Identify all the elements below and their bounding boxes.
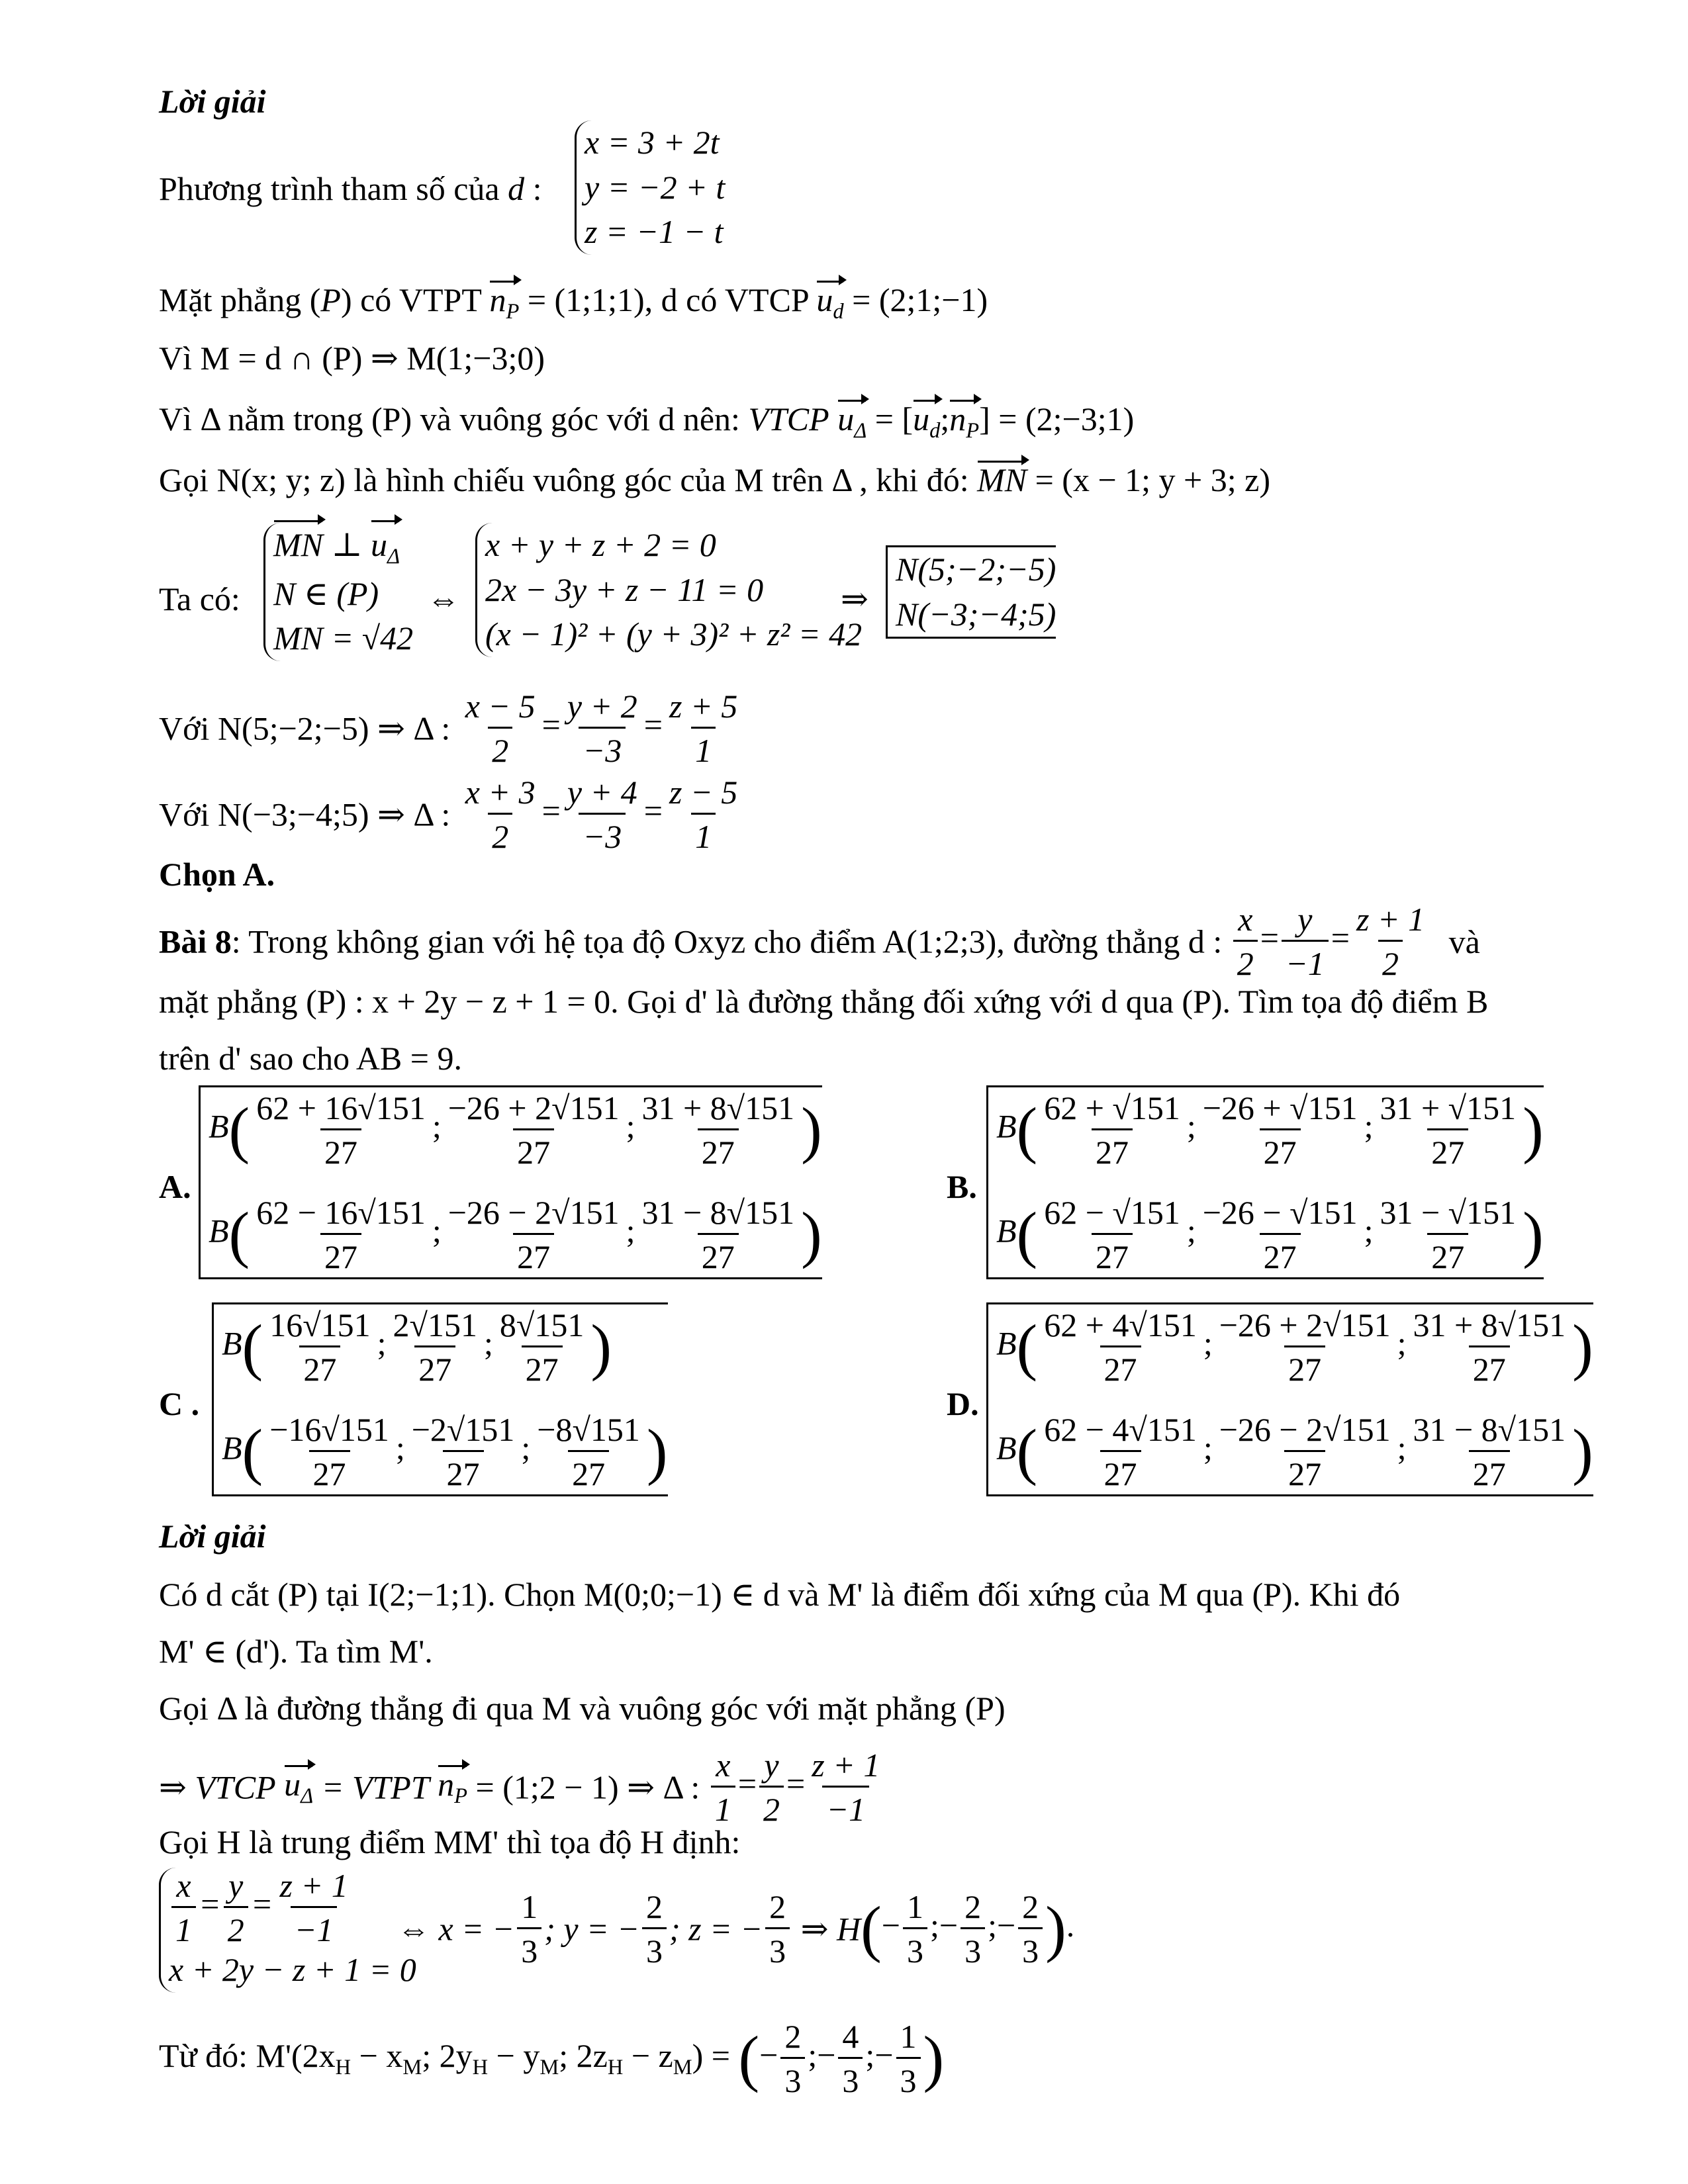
system-equations: x + y + z + 2 = 0 2x − 3y + z − 11 = 0 (x − 1)² + (y + 3)² + z² = 42	[475, 523, 862, 657]
param-label: Phương trình tham số của d :	[159, 170, 542, 207]
option-d-row-1: B( $\frac{62 + 4√151}{27}$ ; $\frac{-26 + 2√151}{27}$ ; $\frac{31 + 8√151}{27}$ )	[996, 1306, 1593, 1388]
param-system: x = 3 + 2t y = −2 + t z = −1 − t	[575, 120, 725, 255]
intersection-line: Vì M = d ∩ (P) ⇒ M(1;−3;0)	[159, 340, 545, 377]
problem-8-line2: mặt phẳng (P) : x + 2y − z + 1 = 0. Gọi d' là đường thẳng đối xứng với d qua (P). Tìm tọa độ điểm B	[159, 983, 1489, 1020]
with-n2-line: Với N(−3;−4;5) ⇒ Δ : $\frac{x + 3}{2}$ = $\frac{y + 4}{-3}$ = $\frac{z - 5}{1}$	[159, 774, 738, 855]
option-c-row-1: B( $\frac{16√151}{27}$ ; $\frac{2√151}{27}$ ; $\frac{8√151}{27}$ )	[222, 1306, 612, 1388]
sol2-line3: Gọi Δ là đường thẳng đi qua M và vuông góc với mặt phẳng (P)	[159, 1690, 1006, 1727]
option-a-points	[199, 1085, 822, 1279]
option-a-label: A.	[159, 1168, 191, 1205]
midpoint-result: ⇔ x = − $\frac{1}{3}$ ; y = − $\frac{2}{3}$ ; z = − $\frac{2}{3}$ ⇒ H(− $\frac{1}{3}$ ;− $\frac{2}{3}$ ;− $\frac{2}{3}$ ).	[397, 1888, 1075, 1970]
system-conditions: MN ⊥ $u_\Delta$ N ∈ (P) MN = √42	[263, 523, 413, 661]
taco-label: Ta có:	[159, 580, 240, 617]
option-b-row-2: B( $\frac{62 - √151}{27}$ ; $\frac{-26 - √151}{27}$ ; $\frac{31 - √151}{27}$ )	[996, 1193, 1544, 1275]
option-b-row-1: B( $\frac{62 + √151}{27}$ ; $\frac{-26 + √151}{27}$ ; $\frac{31 + √151}{27}$ )	[996, 1089, 1544, 1171]
midpoint-system: $\frac{x}{1}$ = $\frac{y}{2}$ = $\frac{z + 1}{-1}$ x + 2y − z + 1 = 0	[159, 1868, 416, 1993]
option-c-points	[212, 1302, 668, 1496]
implies-arrow: ⇒	[841, 580, 868, 617]
solution-title: Lời giải	[159, 83, 266, 120]
sol2-line5: Gọi H là trung điểm MM' thì tọa độ H định:	[159, 1823, 741, 1860]
equiv-arrow: ⇔	[427, 580, 460, 617]
option-a-row-1: B( $\frac{62 + 16√151}{27}$ ; $\frac{-26 + 2√151}{27}$ ; $\frac{31 + 8√151}{27}$ )	[209, 1089, 822, 1171]
with-n1-line: Với N(5;−2;−5) ⇒ Δ : $\frac{x - 5}{2}$ = $\frac{y + 2}{-3}$ = $\frac{z + 5}{1}$	[159, 688, 738, 769]
answer-choice: Chọn A.	[159, 856, 275, 893]
direction-line: Vì Δ nằm trong (P) và vuông góc với d nên: VTCP $u_\Delta$ = $[u_d;n_P]$ = (2;−3;1)	[159, 400, 1135, 443]
option-b-points	[986, 1085, 1544, 1279]
sol2-line7: Từ đó: $M'(2x_H - x_M$; $2y_H - y_M$; $2z_H - z_M$) = (− $\frac{2}{3}$ ;− $\frac{4}{3}$ ;− $\frac{1}{3}$ )	[159, 2018, 945, 2099]
option-c-row-2: B( $\frac{-16√151}{27}$ ; $\frac{-2√151}{27}$ ; $\frac{-8√151}{27}$ )	[222, 1410, 668, 1492]
option-a-row-2: B( $\frac{62 - 16√151}{27}$ ; $\frac{-26 - 2√151}{27}$ ; $\frac{31 - 8√151}{27}$ )	[209, 1193, 822, 1275]
problem-8-line1: Bài 8: Trong không gian với hệ tọa độ Oxyz cho điểm A(1;2;3), đường thẳng d : $\frac{x}{2}$ = $\frac{y}{-1}$ = $\frac{z + 1}{2}$ và	[159, 901, 1480, 982]
option-b-label: B.	[947, 1168, 977, 1205]
option-d-points	[986, 1302, 1593, 1496]
solution-set: N(5;−2;−5) N(−3;−4;5)	[886, 545, 1056, 639]
option-d-label: D.	[947, 1385, 979, 1422]
problem-8-line3: trên d' sao cho AB = 9.	[159, 1040, 462, 1077]
sol2-line2: M' ∈ (d'). Ta tìm M'.	[159, 1633, 433, 1670]
sol2-line4: ⇒ VTCP $u_\Delta$ = VTPT $n_P$ = (1;2 − 1) ⇒ Δ : $\frac{x}{1}$ = $\frac{y}{2}$ = $\frac{z + 1}{-1}$	[159, 1747, 880, 1828]
plane-line: Mặt phẳng (P) có VTPT $n_P$ = (1;1;1), d có VTCP $u_d$ = (2;1;−1)	[159, 281, 988, 324]
option-d-row-2: B( $\frac{62 - 4√151}{27}$ ; $\frac{-26 - 2√151}{27}$ ; $\frac{31 - 8√151}{27}$ )	[996, 1410, 1593, 1492]
solution-2-title: Lời giải	[159, 1518, 266, 1555]
sol2-line1: Có d cắt (P) tại I(2;−1;1). Chọn M(0;0;−1) ∈ d và M' là điểm đối xứng của M qua (P). Khi đó	[159, 1576, 1401, 1613]
option-c-label: C .	[159, 1385, 200, 1422]
projection-line: Gọi N(x; y; z) là hình chiếu vuông góc của M trên Δ , khi đó: MN = (x − 1; y + 3; z)	[159, 461, 1270, 498]
